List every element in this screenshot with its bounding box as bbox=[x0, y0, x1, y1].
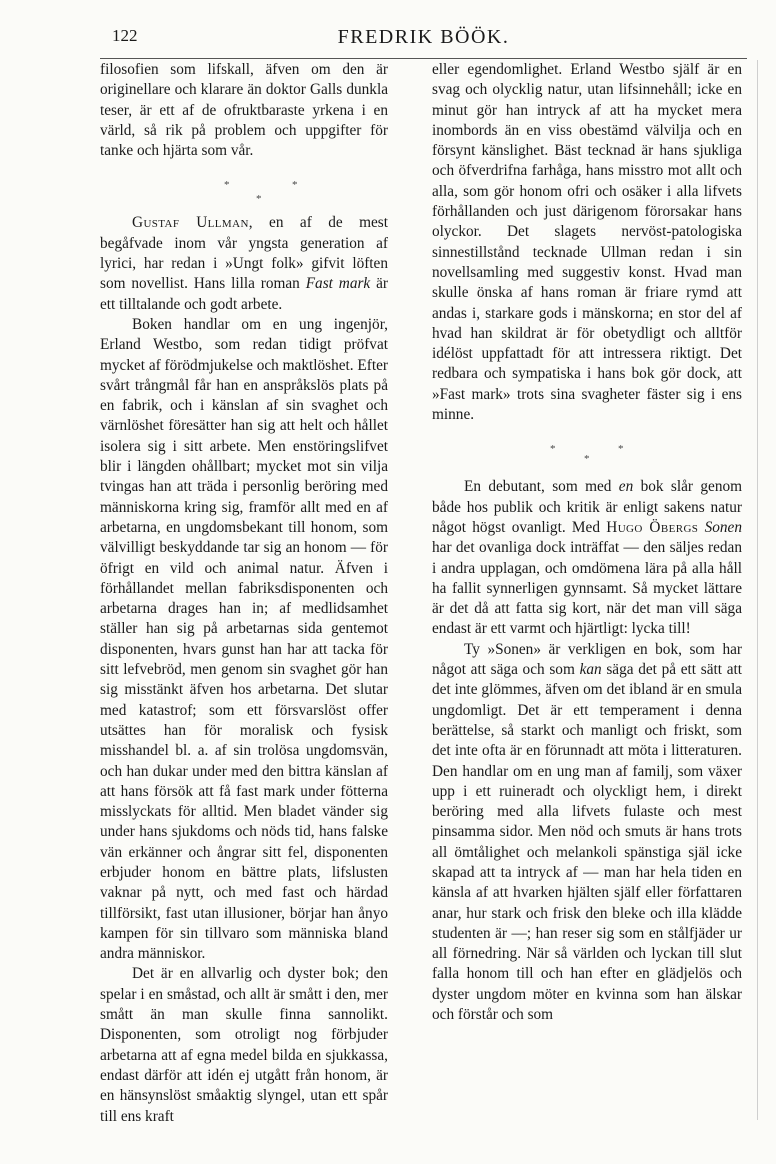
left-column bbox=[100, 60, 388, 1127]
right-paragraph-2 bbox=[432, 477, 742, 639]
paragraph-text: Ty »Sonen» är verkligen en bok, som har något att säga och som bbox=[432, 640, 742, 679]
right-paragraph-3 bbox=[432, 640, 742, 1026]
paragraph-text: säga det på ett sätt att det inte glömmes, äfven om det ibland är en smula ungdomligt. Det är ett temperament i denna berättelse, så starkt och manligt och friskt, som det inte ofta är en förunnadt att möta i litteraturen. Den handlar om en ung man af familj, som växer upp i ett ruineradt och olyckligt hem, i direkt beröring med alla lifvets fulaste och mest pinsamma sidor. Men nöd och smuts är hans trots all ömtålighet och melankoli spänstiga själ icke skapad att ta intryck af — man har hela tiden en känsla af att hvarken hjälten själf eller författaren anar, hur stark och frisk den bleke och illa klädde studenten är —; han reser sig som en stålfjäder ur all förnedring. När så världen och lyckan till slut falla honom till och han efter en glädjelös och dyster ungdom möter en kvinna som han älskar och förstår och som bbox=[432, 661, 742, 1024]
section-separator-2 bbox=[432, 425, 742, 477]
book-title: Sonen bbox=[704, 518, 742, 536]
left-paragraph-3: Boken handlar om en ung ingenjör, Erland Westbo, som redan tidigt pröfvat mycket af förödmjukelse och maktlöshet. Efter svårt trångmål får han en anspråkslös plats på en fabrik, och i känslan af sin svaghet och värnlöshet föresätter han sig att helt och hållet isolera sig i sitt arbete. Men enstöringslifvet blir i längden ohållbart; mycket mot sin vilja tvingas han att träda i personlig beröring med människorna kring sig, framför allt med en af arbetarna, en ungdomsbekant till honom, som välvilligt beskyddande tar sig an honom — för öfrigt en vild och animal natur. Äfven i förhållandet mellan fabriksdisponenten och arbetarna drages han in; af medlidsamhet ställer han sig på arbetarnas sida gentemot disponenten, hvars gunst han har att tacka för sitt lefvebröd, men genom sin svaghet gör han sig misstänkt äfven hos arbetarna. Det slutar med katastrof; som ett försvarslöst offer utsättes han för moralisk och fysisk misshandel bl. a. af sin trolösa ungdomsvän, och han dukar under med den bittra känslan af att hans försök att få fast mark under fötterna misslyckats för alltid. Men bladet vänder sig under hans sjukdoms och nöds tid, hans falske vän erkänner och ångrar sitt fel, disponenten erbjuder honom en bättre plats, lifslusten vaknar på nytt, och med fast och härdad tillförsikt, fast utan illusioner, börjar han ånyo kampen för sin tillvaro som människa bland andra människor. bbox=[100, 315, 388, 963]
right-column bbox=[432, 60, 742, 1025]
asterism-star: * bbox=[618, 443, 624, 456]
paragraph-text: , en af de mest begåfvade inom vår yngsta generation af lyrici, har redan i »Ungt folk» gifvit löften som novellist. Hans lilla roman bbox=[100, 214, 388, 293]
page-edge-line bbox=[757, 60, 758, 1120]
emphasis: en bbox=[618, 478, 634, 496]
paragraph-text: har det ovanliga dock inträffat — den säljes redan i andra upplagan, och omdömena lära på alla håll ha fallit synnerligen gynnsamt. Så mycket lättare är det då att fatta sig kort, när det man vill säga endast är ett varmt och hjärtligt: lycka till! bbox=[432, 539, 742, 638]
section-separator-1 bbox=[100, 161, 388, 213]
asterism-star: * bbox=[584, 453, 590, 466]
header-rule bbox=[100, 58, 747, 59]
left-paragraph-1: filosofien som lifskall, äfven om den är originellare och klarare än doktor Galls dunkla teser, är ett af de ofruktbaraste yrkena i en värld, så rik på problem och uppgifter för tanke och hjärta som vår. bbox=[100, 61, 388, 160]
page-header bbox=[100, 22, 747, 56]
asterism-star: * bbox=[550, 443, 556, 456]
left-paragraph-4: Det är en allvarlig och dyster bok; den spelar i en småstad, och allt är smått i den, mer smått än man skulle finna sannolikt. Disponenten, som otroligt nog förbjuder arbetarna att af egna medel bilda en sjukkassa, endast därför att idén ej utgått från honom, är en hänsynslöst småaktig slyngel, utan ett spår till ens kraft bbox=[100, 965, 388, 1125]
author-name: Hugo Öbergs bbox=[606, 518, 699, 536]
book-title: Fast mark bbox=[305, 275, 371, 293]
asterism-star: * bbox=[292, 179, 298, 192]
page-number: 122 bbox=[112, 26, 138, 45]
asterism-star: * bbox=[224, 179, 230, 192]
left-paragraph-2 bbox=[100, 213, 388, 314]
paragraph-text: bok slår genom både hos publik och kritik är enligt sakens natur något högst ovanligt. Med bbox=[432, 478, 743, 536]
author-name: Gustaf Ullman bbox=[132, 214, 249, 232]
asterism-star: * bbox=[256, 193, 262, 206]
paragraph-text: är ett tilltalande och godt arbete. bbox=[100, 275, 388, 313]
emphasis: kan bbox=[579, 661, 602, 679]
right-paragraph-1: eller egendomlighet. Erland Westbo själf är en svag och olycklig natur, utan lifsinnehåll; icke en minut gör han intryck af att ha mycket mera inombords än en viss obestämd välvilja och en försynt känslighet. Bäst tecknad är hans sjukliga och öfverdrifna farhåga, hans misstro mot allt och alla, som gör honom ofri och osäker i alla lifvets förhållanden och just därigenom förorsakar hans olyckor. Det slagets nervöst-patologiska sinnestillstånd tecknade Ullman redan i sin novellsamling med suggestiv konst. Hvad man skulle önska af hans roman är friare rymd att andas i, starkare gods i mänskorna; en stor del af hvad han skildrat är för obetydligt och alltför idélöst uppfattadt för att intressera riktigt. Det redbara och sympatiska i hans bok gör dock, att »Fast mark» trots sina svagheter fäster sig i ens minne. bbox=[432, 61, 742, 424]
paragraph-text: En debutant, som med bbox=[464, 478, 619, 496]
running-title: FREDRIK BÖÖK. bbox=[337, 26, 510, 48]
